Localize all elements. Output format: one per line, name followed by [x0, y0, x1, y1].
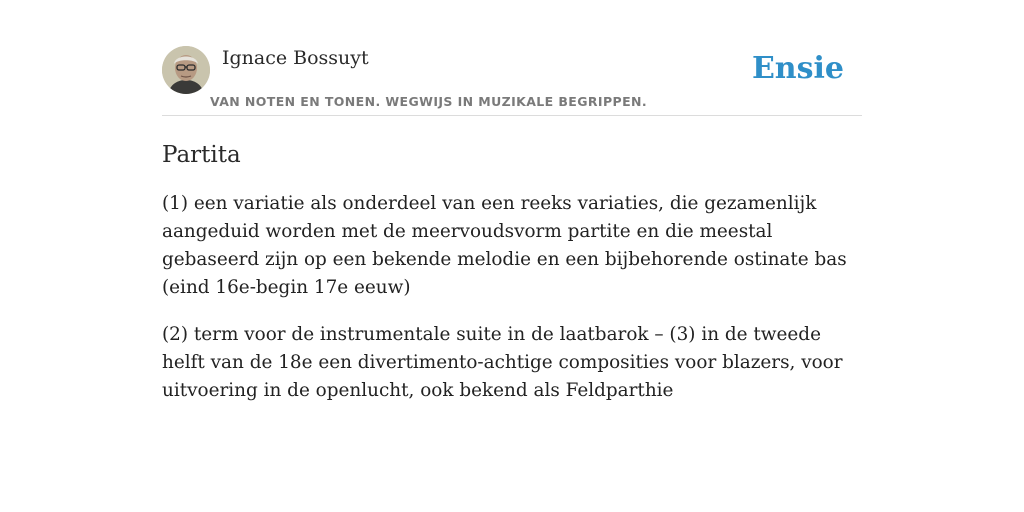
avatar[interactable] — [162, 46, 210, 94]
definition-paragraph: (1) een variatie als onderdeel van een reeks variaties, die gezamenlijk aangeduid worden met de meervoudsvorm partite en die meestal gebaseerd zijn op een bekende melodie en een bijbehorende ostinate bas (eind 16e-begin 17e eeuw) — [162, 193, 847, 298]
entry-header — [162, 46, 862, 116]
book-subtitle[interactable]: VAN NOTEN EN TONEN. WEGWIJS IN MUZIKALE BEGRIPPEN. — [210, 94, 648, 109]
ensie-logo[interactable]: Ensie — [751, 51, 844, 86]
author-name[interactable]: Ignace Bossuyt — [222, 47, 369, 69]
author-portrait-icon — [162, 46, 210, 94]
definition-paragraph: (2) term voor de instrumentale suite in de laatbarok – (3) in de tweede helft van de 18e een divertimento-achtige composities voor blazers, voor uitvoering in de openlucht, ook bekend als Feldparthie — [162, 324, 843, 401]
entry-card — [162, 46, 862, 405]
entry-title: Partita — [162, 142, 241, 168]
